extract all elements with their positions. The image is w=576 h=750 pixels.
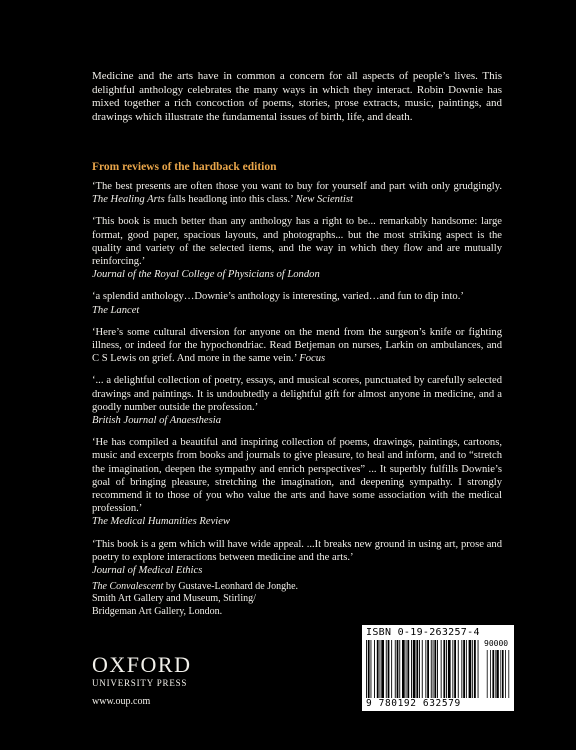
review-bja xyxy=(92,374,502,427)
barcode-bar xyxy=(416,640,418,698)
barcode-bar xyxy=(461,640,462,698)
review-text: ‘a splendid anthology…Downie’s anthology is interesting, varied…and fun to dip into.’ xyxy=(92,291,464,303)
ean-number: 9 780192 632579 xyxy=(366,698,461,709)
intro-paragraph: Medicine and the arts have in common a concern for all aspects of people’s lives. This delightful anthology celebrates the many ways in which they interact. Robin Downie has mixed together a rich concoction of poems, stories, prose extracts, music, paintings, and drawings which illustrate the fundamental issues of birth, life, and death. xyxy=(92,70,502,123)
review-source: British Journal of Anaesthesia xyxy=(92,415,221,427)
addon-bar xyxy=(505,650,506,698)
publisher-name: OXFORD xyxy=(92,652,192,677)
review-text: ‘Here’s some cultural diversion for anyone on the mend from the surgeon’s knife or fighting illness, or indeed for the hypochondriac. Read Betjeman on nurses, Larkin on ambulances, and C S Lewis on grief. And more in the same vein.’ xyxy=(92,326,502,365)
review-source: New Scientist xyxy=(295,194,353,206)
addon-bar xyxy=(502,650,504,698)
review-source: Journal of the Royal College of Physicians of London xyxy=(92,269,320,281)
review-medical-humanities xyxy=(92,436,502,528)
barcode-bar xyxy=(397,640,399,698)
barcode-bar xyxy=(478,640,479,698)
review-text: ‘The best presents are often those you want to buy for yourself and part with only grudgingly. xyxy=(92,181,502,192)
addon-bar xyxy=(496,650,498,698)
publisher-url: www.oup.com xyxy=(92,696,151,707)
barcode-bar xyxy=(452,640,453,698)
barcode-bar xyxy=(380,640,381,698)
barcode-bar xyxy=(425,640,426,698)
barcode-bar xyxy=(386,640,387,698)
barcode-bar xyxy=(458,640,459,698)
caption-artist: by Gustave-Leonhard de Jonghe. xyxy=(163,581,299,592)
barcode-bar xyxy=(407,640,409,698)
barcode-bar xyxy=(434,640,436,698)
review-source: The Lancet xyxy=(92,304,140,316)
barcode-bar xyxy=(366,640,367,698)
barcode-bar xyxy=(474,640,476,698)
review-text: ‘This book is much better than any anthology has a right to be... remarkably handsome: large format, good paper, spacious layouts, and photographs... but the most striking aspect is the quality and variety of the selected items, and the way in which they flow and are mutually reinforcing.’ xyxy=(92,216,502,268)
barcode-bar xyxy=(368,640,370,698)
review-new-scientist xyxy=(92,180,502,206)
review-source: The Medical Humanities Review xyxy=(92,516,230,528)
addon-bar xyxy=(490,650,491,698)
review-rcp-journal xyxy=(92,215,502,281)
review-source: Focus xyxy=(299,353,326,365)
barcode-bar xyxy=(466,640,467,698)
barcode-bar xyxy=(441,640,442,698)
barcode-bar xyxy=(395,640,396,698)
addon-bar xyxy=(508,650,509,698)
barcode-bar xyxy=(437,640,438,698)
review-text: falls headlong into this class.’ xyxy=(164,194,296,206)
barcode-bar xyxy=(399,640,400,698)
caption-line: Bridgeman Art Gallery, London. xyxy=(92,605,223,617)
review-text: ‘... a delightful collection of poetry, essays, and musical scores, punctuated by carefully selected drawings and paintings. It is undoubtedly a delightful gift for almost anyone in medicine, and a goodly number outside the profession.’ xyxy=(92,375,502,413)
barcode-bar xyxy=(413,640,416,698)
book-title: The Healing Arts xyxy=(92,194,165,206)
review-medical-ethics xyxy=(92,538,502,578)
isbn-barcode xyxy=(362,625,514,711)
review-lancet xyxy=(92,290,502,316)
barcode-bar xyxy=(411,640,412,698)
addon-bar xyxy=(500,650,501,698)
barcode-bar xyxy=(374,640,375,698)
addon-bar xyxy=(492,650,494,698)
caption-line: Smith Art Gallery and Museum, Stirling/ xyxy=(92,593,256,605)
barcode-bar xyxy=(419,640,420,698)
addon-bar xyxy=(495,650,496,698)
painting-title: The Convalescent xyxy=(92,581,164,592)
barcode-bar xyxy=(472,640,473,698)
reviews-heading: From reviews of the hardback edition xyxy=(92,161,277,173)
barcode-bar xyxy=(454,640,456,698)
publisher-logo xyxy=(92,654,232,688)
barcode-bar xyxy=(433,640,434,698)
barcode-bar xyxy=(371,640,372,698)
barcode-bar xyxy=(406,640,407,698)
price-addon: 90000 xyxy=(484,639,509,648)
barcode-bar xyxy=(446,640,447,698)
barcode-bar xyxy=(402,640,405,698)
barcode-bar xyxy=(469,640,472,698)
barcode-bars xyxy=(366,640,510,698)
review-text: ‘He has compiled a beautiful and inspiring collection of poems, drawings, paintings, cartoons, music and excerpts from books and journals to give pleasure, to heal and inform, and to “stretch the imagination, deepen the sympathy and enrich perspectives” ... It superbly fulfills Downie’s goal of bringing pleasure, stretching the imagination, and deepening sympathy. I strongly recommend it to those of you who value the arts and have some association with the medical profession.’ xyxy=(92,437,502,515)
barcode-bar xyxy=(443,640,445,698)
barcode-bar xyxy=(381,640,384,698)
barcode-bar xyxy=(431,640,432,698)
review-focus xyxy=(92,326,502,366)
barcode-bar xyxy=(377,640,379,698)
barcode-bar xyxy=(463,640,465,698)
isbn-text: ISBN 0-19-263257-4 xyxy=(366,627,480,638)
publisher-subtitle: UNIVERSITY PRESS xyxy=(92,678,188,688)
barcode-bar xyxy=(391,640,392,698)
barcode-bar xyxy=(422,640,423,698)
barcode-bar xyxy=(427,640,429,698)
addon-bar xyxy=(487,650,488,698)
barcode-bar xyxy=(388,640,390,698)
cover-image-caption xyxy=(92,581,352,618)
review-text: ‘This book is a gem which will have wide appeal. ...It breaks new ground in using art, prose and poetry to explore interactions between medicine and the arts.’ xyxy=(92,538,502,563)
review-source: Journal of Medical Ethics xyxy=(92,565,203,577)
barcode-bar xyxy=(448,640,451,698)
reviews-list xyxy=(92,180,502,586)
